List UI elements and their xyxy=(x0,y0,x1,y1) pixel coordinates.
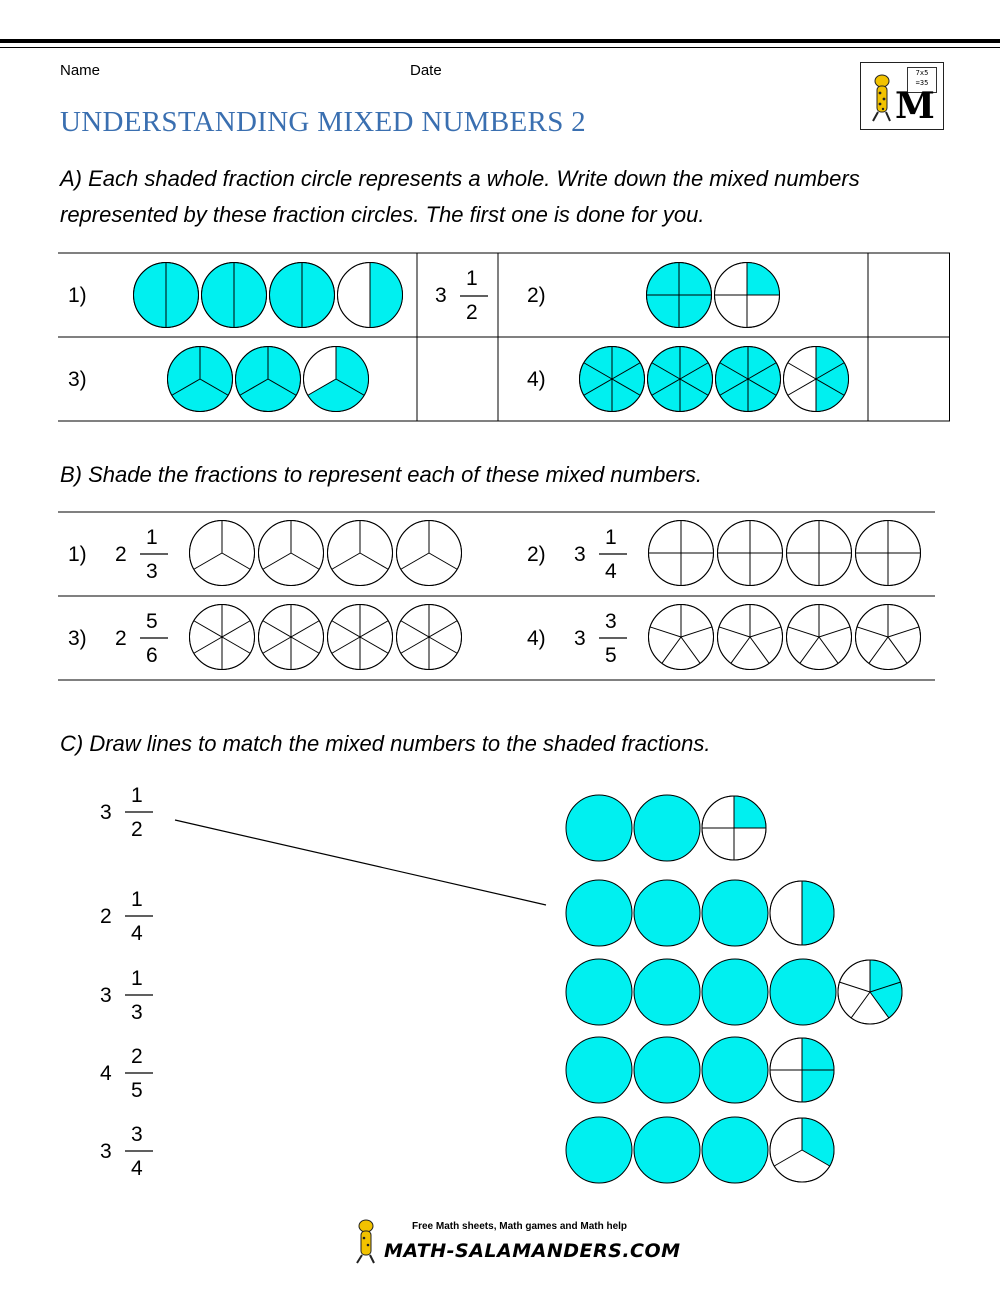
b1-circle-4 xyxy=(397,521,462,586)
b-whole-4: 3 xyxy=(574,627,586,650)
a4-circle-4 xyxy=(784,347,849,412)
a-answer-whole: 3 xyxy=(435,284,447,307)
b4-circle-2 xyxy=(718,605,783,670)
b-num-2: 1 xyxy=(605,526,617,549)
c-den-3: 3 xyxy=(131,1001,143,1024)
a1-circle-3 xyxy=(270,263,335,328)
b2-circle-2 xyxy=(718,521,783,586)
c-row1-full-1 xyxy=(566,795,632,861)
c-num-5: 3 xyxy=(131,1123,143,1146)
c-row3-full-2 xyxy=(634,959,700,1025)
a3-circle-1 xyxy=(168,347,233,412)
c-row5-partial xyxy=(770,1118,834,1182)
footer-salamander-icon xyxy=(352,1216,384,1264)
c-num-4: 2 xyxy=(131,1045,143,1068)
b3-circle-1 xyxy=(190,605,255,670)
c-row5-full-1 xyxy=(566,1117,632,1183)
b1-circle-2 xyxy=(259,521,324,586)
b3-circle-4 xyxy=(397,605,462,670)
b-num-3: 5 xyxy=(146,610,158,633)
fraction-circles xyxy=(134,263,921,1184)
c-row4-full-3 xyxy=(702,1037,768,1103)
c-row3-partial xyxy=(838,960,902,1024)
c-row2-partial xyxy=(770,881,834,945)
b4-circle-3 xyxy=(787,605,852,670)
c-num-3: 1 xyxy=(131,967,143,990)
b-den-4: 5 xyxy=(605,644,617,667)
example-match-line xyxy=(175,820,546,905)
a2-circle-2 xyxy=(715,263,780,328)
c-den-4: 5 xyxy=(131,1079,143,1102)
a-label-4: 4) xyxy=(527,368,546,391)
b2-circle-4 xyxy=(856,521,921,586)
c-row5-full-3 xyxy=(702,1117,768,1183)
a-label-3: 3) xyxy=(68,368,87,391)
a-answer-den: 2 xyxy=(466,301,478,324)
b-den-2: 4 xyxy=(605,560,617,583)
a1-circle-2 xyxy=(202,263,267,328)
section-c-instruction: C) Draw lines to match the mixed numbers to the shaded fractions. xyxy=(60,731,711,756)
a-label-2: 2) xyxy=(527,284,546,307)
c-row2-full-3 xyxy=(702,880,768,946)
b-den-1: 3 xyxy=(146,560,158,583)
page-title: UNDERSTANDING MIXED NUMBERS 2 xyxy=(60,106,586,138)
c-whole-3: 3 xyxy=(100,984,112,1007)
a1-circle-1 xyxy=(134,263,199,328)
section-b-instruction: B) Shade the fractions to represent each of these mixed numbers. xyxy=(60,462,703,487)
b-label-4: 4) xyxy=(527,627,546,650)
b3-circle-3 xyxy=(328,605,393,670)
b2-circle-1 xyxy=(649,521,714,586)
b-whole-3: 2 xyxy=(115,627,127,650)
c-num-2: 1 xyxy=(131,888,143,911)
c-den-1: 2 xyxy=(131,818,143,841)
a4-circle-3 xyxy=(716,347,781,412)
section-a-instruction: A) Each shaded fraction circle represents a whole. Write down the mixed numbers represented by these fraction circles. The first one is done for you. xyxy=(60,166,860,227)
c-row4-partial xyxy=(770,1038,834,1102)
c-row4-full-2 xyxy=(634,1037,700,1103)
name-label: Name xyxy=(60,62,101,79)
c-row5-full-2 xyxy=(634,1117,700,1183)
c-whole-4: 4 xyxy=(100,1062,112,1085)
logo-letter: M xyxy=(895,85,935,127)
b-whole-1: 2 xyxy=(115,543,127,566)
a4-circle-1 xyxy=(580,347,645,412)
c-row4-full-1 xyxy=(566,1037,632,1103)
a2-circle-1 xyxy=(647,263,712,328)
c-row3-full-1 xyxy=(566,959,632,1025)
b-num-4: 3 xyxy=(605,610,617,633)
a3-circle-2 xyxy=(236,347,301,412)
b-num-1: 1 xyxy=(146,526,158,549)
c-whole-5: 3 xyxy=(100,1140,112,1163)
b4-circle-1 xyxy=(649,605,714,670)
b3-circle-2 xyxy=(259,605,324,670)
a4-circle-2 xyxy=(648,347,713,412)
b-whole-2: 3 xyxy=(574,543,586,566)
footer-brand: MATH-SALAMANDERS.COM xyxy=(384,1240,681,1262)
b1-circle-3 xyxy=(328,521,393,586)
footer-tagline: Free Math sheets, Math games and Math help xyxy=(412,1221,628,1232)
b-den-3: 6 xyxy=(146,644,158,667)
c-whole-2: 2 xyxy=(100,905,112,928)
c-row1-partial xyxy=(702,796,766,860)
c-den-2: 4 xyxy=(131,922,143,945)
c-row3-full-4 xyxy=(770,959,836,1025)
b1-circle-1 xyxy=(190,521,255,586)
b-label-3: 3) xyxy=(68,627,87,650)
a-answer-num: 1 xyxy=(466,267,478,290)
b2-circle-3 xyxy=(787,521,852,586)
section-c-fraction-bars xyxy=(125,812,153,1151)
a3-circle-3 xyxy=(304,347,369,412)
c-num-1: 1 xyxy=(131,784,143,807)
c-den-5: 4 xyxy=(131,1157,143,1180)
b-label-1: 1) xyxy=(68,543,87,566)
date-label: Date xyxy=(410,62,442,79)
c-row2-full-2 xyxy=(634,880,700,946)
a1-circle-4 xyxy=(338,263,403,328)
c-row3-full-3 xyxy=(702,959,768,1025)
c-row2-full-1 xyxy=(566,880,632,946)
c-row1-full-2 xyxy=(634,795,700,861)
c-whole-1: 3 xyxy=(100,801,112,824)
b-label-2: 2) xyxy=(527,543,546,566)
a-label-1: 1) xyxy=(68,284,87,307)
blackboard-icon: 7x5 =35 xyxy=(907,67,937,93)
b4-circle-4 xyxy=(856,605,921,670)
